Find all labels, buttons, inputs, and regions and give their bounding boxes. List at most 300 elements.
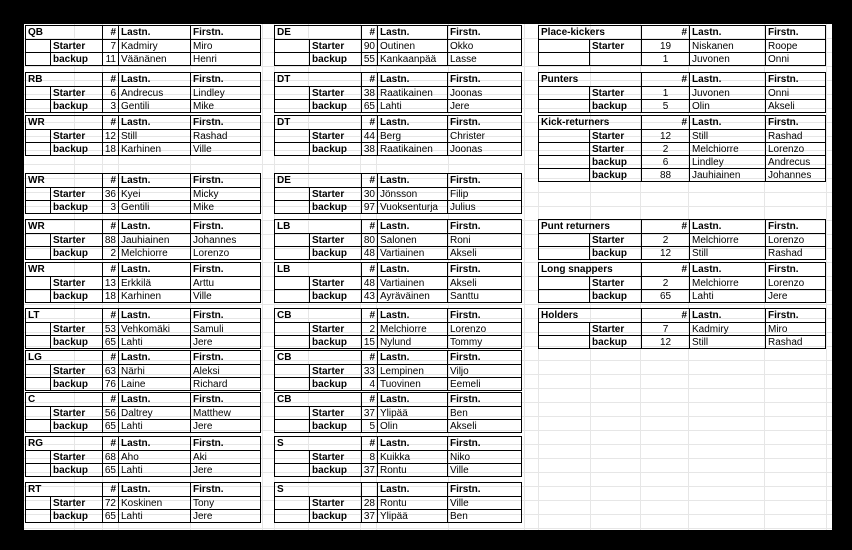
empty-cell[interactable] <box>275 464 309 477</box>
firstname-header[interactable]: Firstn. <box>447 263 523 276</box>
position-label[interactable]: RB <box>28 73 43 85</box>
role-cell[interactable]: Starter <box>309 130 361 143</box>
firstname-header[interactable]: Firstn. <box>447 483 523 496</box>
lastname-cell[interactable]: Still <box>689 336 765 349</box>
firstname-header[interactable]: Firstn. <box>765 73 827 86</box>
role-cell[interactable]: backup <box>589 156 641 169</box>
number-header[interactable]: # <box>641 263 689 276</box>
firstname-cell[interactable]: Lorenzo <box>765 277 827 290</box>
firstname-cell[interactable]: Christer <box>447 130 523 143</box>
jersey-number[interactable]: 56 <box>102 407 118 420</box>
role-cell[interactable]: backup <box>50 420 102 433</box>
firstname-header[interactable]: Firstn. <box>190 73 262 86</box>
firstname-cell[interactable]: Arttu <box>190 277 262 290</box>
lastname-cell[interactable]: Jauhiainen <box>118 234 190 247</box>
lastname-cell[interactable]: Juvonen <box>689 87 765 100</box>
jersey-number[interactable]: 88 <box>102 234 118 247</box>
jersey-number[interactable]: 2 <box>641 277 689 290</box>
lastname-cell[interactable]: Erkkilä <box>118 277 190 290</box>
firstname-cell[interactable]: Lorenzo <box>765 234 827 247</box>
firstname-cell[interactable]: Johannes <box>765 169 827 182</box>
lastname-cell[interactable]: Still <box>689 130 765 143</box>
firstname-cell[interactable]: Akseli <box>765 100 827 113</box>
lastname-cell[interactable]: Vuoksenturja <box>377 201 447 214</box>
role-cell[interactable]: backup <box>589 100 641 113</box>
number-header[interactable]: # <box>361 116 377 129</box>
role-cell[interactable]: backup <box>589 290 641 303</box>
lastname-header[interactable]: Lastn. <box>377 174 447 187</box>
firstname-cell[interactable]: Rashad <box>765 247 827 260</box>
jersey-number[interactable]: 65 <box>102 336 118 349</box>
lastname-cell[interactable]: Olin <box>377 420 447 433</box>
lastname-header[interactable]: Lastn. <box>689 263 765 276</box>
firstname-cell[interactable]: Andrecus <box>765 156 827 169</box>
lastname-header[interactable]: Lastn. <box>377 73 447 86</box>
number-header[interactable]: # <box>361 263 377 276</box>
position-label[interactable]: WR <box>28 263 45 275</box>
firstname-cell[interactable]: Ville <box>190 290 262 303</box>
role-cell[interactable]: Starter <box>50 40 102 53</box>
firstname-header[interactable]: Firstn. <box>447 220 523 233</box>
lastname-header[interactable]: Lastn. <box>689 26 765 39</box>
empty-cell[interactable] <box>26 464 50 477</box>
firstname-header[interactable]: Firstn. <box>447 73 523 86</box>
role-cell[interactable]: backup <box>50 510 102 523</box>
jersey-number[interactable]: 55 <box>361 53 377 66</box>
firstname-cell[interactable]: Lorenzo <box>765 143 827 156</box>
lastname-cell[interactable]: Melchiorre <box>377 323 447 336</box>
number-header[interactable]: # <box>102 393 118 406</box>
firstname-header[interactable]: Firstn. <box>190 220 262 233</box>
role-cell[interactable]: Starter <box>50 451 102 464</box>
position-label[interactable]: CB <box>277 393 292 405</box>
jersey-number[interactable]: 6 <box>102 87 118 100</box>
firstname-cell[interactable]: Jere <box>190 510 262 523</box>
number-header[interactable]: # <box>361 26 377 39</box>
role-cell[interactable]: Starter <box>50 277 102 290</box>
lastname-cell[interactable]: Outinen <box>377 40 447 53</box>
role-cell[interactable]: Starter <box>309 365 361 378</box>
firstname-cell[interactable]: Eemeli <box>447 378 523 391</box>
jersey-number[interactable]: 4 <box>361 378 377 391</box>
firstname-header[interactable]: Firstn. <box>190 116 262 129</box>
jersey-number[interactable]: 19 <box>641 40 689 53</box>
jersey-number[interactable]: 65 <box>641 290 689 303</box>
lastname-cell[interactable]: Salonen <box>377 234 447 247</box>
lastname-cell[interactable]: Lahti <box>118 336 190 349</box>
jersey-number[interactable]: 28 <box>361 497 377 510</box>
jersey-number[interactable]: 65 <box>102 464 118 477</box>
lastname-header[interactable]: Lastn. <box>118 116 190 129</box>
role-cell[interactable]: backup <box>589 247 641 260</box>
role-cell[interactable]: backup <box>50 53 102 66</box>
lastname-cell[interactable]: Tuovinen <box>377 378 447 391</box>
firstname-header[interactable]: Firstn. <box>765 220 827 233</box>
jersey-number[interactable]: 2 <box>361 323 377 336</box>
role-cell[interactable]: Starter <box>309 188 361 201</box>
empty-cell[interactable] <box>275 420 309 433</box>
empty-cell[interactable] <box>275 53 309 66</box>
firstname-cell[interactable]: Lindley <box>190 87 262 100</box>
number-header[interactable]: # <box>361 220 377 233</box>
role-cell[interactable]: Starter <box>50 407 102 420</box>
firstname-cell[interactable]: Johannes <box>190 234 262 247</box>
jersey-number[interactable]: 76 <box>102 378 118 391</box>
firstname-cell[interactable]: Jere <box>190 420 262 433</box>
firstname-header[interactable]: Firstn. <box>765 116 827 129</box>
firstname-header[interactable]: Firstn. <box>765 309 827 322</box>
role-cell[interactable]: Starter <box>309 234 361 247</box>
role-cell[interactable]: backup <box>50 336 102 349</box>
lastname-cell[interactable]: Melchiorre <box>689 143 765 156</box>
firstname-cell[interactable]: Joonas <box>447 87 523 100</box>
empty-cell[interactable] <box>275 510 309 523</box>
number-header[interactable]: # <box>102 309 118 322</box>
lastname-cell[interactable]: Kankaanpää <box>377 53 447 66</box>
jersey-number[interactable]: 68 <box>102 451 118 464</box>
empty-cell[interactable] <box>275 336 309 349</box>
jersey-number[interactable]: 80 <box>361 234 377 247</box>
role-cell[interactable]: backup <box>309 378 361 391</box>
role-cell[interactable]: backup <box>309 336 361 349</box>
empty-cell[interactable] <box>539 336 589 349</box>
firstname-cell[interactable]: Onni <box>765 87 827 100</box>
empty-cell[interactable] <box>275 201 309 214</box>
role-cell[interactable]: Starter <box>50 130 102 143</box>
jersey-number[interactable]: 72 <box>102 497 118 510</box>
jersey-number[interactable]: 12 <box>641 130 689 143</box>
position-label[interactable]: LB <box>277 263 291 275</box>
lastname-cell[interactable]: Ylipää <box>377 407 447 420</box>
firstname-cell[interactable]: Tony <box>190 497 262 510</box>
empty-cell[interactable] <box>26 378 50 391</box>
firstname-cell[interactable]: Jere <box>447 100 523 113</box>
jersey-number[interactable]: 1 <box>641 53 689 66</box>
firstname-header[interactable]: Firstn. <box>190 263 262 276</box>
firstname-cell[interactable]: Roope <box>765 40 827 53</box>
number-header[interactable]: # <box>361 309 377 322</box>
lastname-cell[interactable]: Still <box>118 130 190 143</box>
role-cell[interactable]: backup <box>50 290 102 303</box>
position-label[interactable]: DE <box>277 26 291 38</box>
role-cell[interactable]: backup <box>50 201 102 214</box>
lastname-cell[interactable]: Andrecus <box>118 87 190 100</box>
firstname-cell[interactable]: Jere <box>765 290 827 303</box>
jersey-number[interactable]: 7 <box>102 40 118 53</box>
lastname-cell[interactable]: Karhinen <box>118 290 190 303</box>
firstname-header[interactable]: Firstn. <box>190 351 262 364</box>
firstname-cell[interactable]: Rashad <box>765 130 827 143</box>
firstname-cell[interactable]: Henri <box>190 53 262 66</box>
number-header[interactable]: # <box>361 393 377 406</box>
firstname-cell[interactable]: Joonas <box>447 143 523 156</box>
jersey-number[interactable]: 88 <box>641 169 689 182</box>
firstname-cell[interactable]: Samuli <box>190 323 262 336</box>
firstname-cell[interactable]: Onni <box>765 53 827 66</box>
firstname-cell[interactable]: Mike <box>190 100 262 113</box>
lastname-header[interactable]: Lastn. <box>377 26 447 39</box>
firstname-cell[interactable]: Ben <box>447 510 523 523</box>
lastname-header[interactable]: Lastn. <box>377 116 447 129</box>
lastname-header[interactable]: Lastn. <box>118 483 190 496</box>
jersey-number[interactable]: 43 <box>361 290 377 303</box>
position-label[interactable]: LG <box>28 351 42 363</box>
position-label[interactable]: DE <box>277 174 291 186</box>
number-header[interactable]: # <box>361 351 377 364</box>
jersey-number[interactable]: 1 <box>641 87 689 100</box>
position-label[interactable]: WR <box>28 174 45 186</box>
role-cell[interactable]: backup <box>309 100 361 113</box>
lastname-header[interactable]: Lastn. <box>118 174 190 187</box>
lastname-header[interactable]: Lastn. <box>118 26 190 39</box>
lastname-header[interactable]: Lastn. <box>118 351 190 364</box>
jersey-number[interactable]: 18 <box>102 143 118 156</box>
empty-cell[interactable] <box>26 510 50 523</box>
number-header[interactable]: # <box>102 26 118 39</box>
jersey-number[interactable]: 37 <box>361 407 377 420</box>
role-cell[interactable]: Starter <box>50 234 102 247</box>
lastname-header[interactable]: Lastn. <box>377 263 447 276</box>
lastname-cell[interactable]: Aho <box>118 451 190 464</box>
role-cell[interactable]: Starter <box>50 365 102 378</box>
firstname-header[interactable]: Firstn. <box>190 483 262 496</box>
position-label[interactable]: LT <box>28 309 40 321</box>
role-cell[interactable]: Starter <box>309 87 361 100</box>
jersey-number[interactable]: 65 <box>361 100 377 113</box>
position-label[interactable]: Long snappers <box>541 263 613 275</box>
position-label[interactable]: WR <box>28 220 45 232</box>
firstname-header[interactable]: Firstn. <box>190 437 262 450</box>
lastname-header[interactable]: Lastn. <box>118 73 190 86</box>
lastname-header[interactable]: Lastn. <box>118 263 190 276</box>
lastname-cell[interactable]: Jönsson <box>377 188 447 201</box>
number-header[interactable]: # <box>102 73 118 86</box>
position-label[interactable]: Place-kickers <box>541 26 605 38</box>
number-header[interactable]: # <box>641 116 689 129</box>
firstname-header[interactable]: Firstn. <box>447 351 523 364</box>
role-cell[interactable]: backup <box>50 143 102 156</box>
jersey-number[interactable]: 63 <box>102 365 118 378</box>
jersey-number[interactable]: 2 <box>641 143 689 156</box>
number-header[interactable]: # <box>641 26 689 39</box>
position-label[interactable]: DT <box>277 116 291 128</box>
firstname-header[interactable]: Firstn. <box>190 309 262 322</box>
empty-cell[interactable] <box>26 100 50 113</box>
lastname-cell[interactable]: Koskinen <box>118 497 190 510</box>
position-label[interactable]: RT <box>28 483 42 495</box>
lastname-cell[interactable]: Laine <box>118 378 190 391</box>
lastname-cell[interactable]: Rontu <box>377 497 447 510</box>
role-cell[interactable]: Starter <box>309 407 361 420</box>
role-cell[interactable]: Starter <box>309 497 361 510</box>
jersey-number[interactable]: 7 <box>641 323 689 336</box>
jersey-number[interactable]: 5 <box>641 100 689 113</box>
empty-cell[interactable] <box>275 247 309 260</box>
role-cell[interactable]: backup <box>309 510 361 523</box>
firstname-cell[interactable]: Lorenzo <box>190 247 262 260</box>
firstname-cell[interactable]: Ville <box>447 464 523 477</box>
empty-cell[interactable] <box>275 100 309 113</box>
firstname-cell[interactable]: Akseli <box>447 420 523 433</box>
jersey-number[interactable]: 12 <box>102 130 118 143</box>
firstname-cell[interactable]: Tommy <box>447 336 523 349</box>
lastname-cell[interactable]: Berg <box>377 130 447 143</box>
firstname-header[interactable]: Firstn. <box>447 393 523 406</box>
number-header[interactable]: # <box>361 437 377 450</box>
firstname-header[interactable]: Firstn. <box>190 393 262 406</box>
role-cell[interactable]: Starter <box>309 323 361 336</box>
role-cell[interactable]: backup <box>309 53 361 66</box>
firstname-cell[interactable]: Aleksi <box>190 365 262 378</box>
lastname-cell[interactable]: Närhi <box>118 365 190 378</box>
role-cell[interactable]: Starter <box>50 87 102 100</box>
jersey-number[interactable]: 97 <box>361 201 377 214</box>
jersey-number[interactable]: 13 <box>102 277 118 290</box>
firstname-header[interactable]: Firstn. <box>447 309 523 322</box>
position-label[interactable]: DT <box>277 73 291 85</box>
jersey-number[interactable]: 3 <box>102 201 118 214</box>
number-header[interactable] <box>361 483 377 496</box>
empty-cell[interactable] <box>275 378 309 391</box>
role-cell[interactable]: backup <box>50 247 102 260</box>
position-label[interactable]: Punters <box>541 73 579 85</box>
position-label[interactable]: S <box>277 483 284 495</box>
jersey-number[interactable]: 36 <box>102 188 118 201</box>
lastname-cell[interactable]: Raatikainen <box>377 143 447 156</box>
role-cell[interactable]: backup <box>589 169 641 182</box>
firstname-cell[interactable]: Akseli <box>447 277 523 290</box>
position-label[interactable]: S <box>277 437 284 449</box>
empty-cell[interactable] <box>26 201 50 214</box>
lastname-header[interactable]: Lastn. <box>118 309 190 322</box>
position-label[interactable]: RG <box>28 437 43 449</box>
empty-cell[interactable] <box>539 169 589 182</box>
firstname-cell[interactable]: Jere <box>190 464 262 477</box>
lastname-cell[interactable]: Gentili <box>118 201 190 214</box>
lastname-header[interactable]: Lastn. <box>377 220 447 233</box>
firstname-header[interactable]: Firstn. <box>447 26 523 39</box>
spreadsheet-sheet[interactable] <box>24 24 832 530</box>
role-cell[interactable]: backup <box>50 378 102 391</box>
lastname-cell[interactable]: Ylipää <box>377 510 447 523</box>
role-cell[interactable]: backup <box>309 201 361 214</box>
lastname-cell[interactable]: Kyei <box>118 188 190 201</box>
number-header[interactable]: # <box>102 263 118 276</box>
position-label[interactable]: Holders <box>541 309 579 321</box>
role-cell[interactable]: backup <box>589 336 641 349</box>
firstname-cell[interactable]: Niko <box>447 451 523 464</box>
position-label[interactable]: C <box>28 393 36 405</box>
role-cell[interactable]: Starter <box>589 234 641 247</box>
jersey-number[interactable]: 2 <box>641 234 689 247</box>
firstname-cell[interactable]: Ben <box>447 407 523 420</box>
number-header[interactable]: # <box>102 220 118 233</box>
number-header[interactable]: # <box>641 309 689 322</box>
lastname-cell[interactable]: Vartiainen <box>377 277 447 290</box>
lastname-header[interactable]: Lastn. <box>377 393 447 406</box>
lastname-cell[interactable]: Lahti <box>377 100 447 113</box>
role-cell[interactable]: backup <box>309 464 361 477</box>
firstname-cell[interactable]: Filip <box>447 188 523 201</box>
jersey-number[interactable]: 48 <box>361 277 377 290</box>
lastname-cell[interactable]: Vehkomäki <box>118 323 190 336</box>
empty-cell[interactable] <box>26 143 50 156</box>
position-label[interactable]: Punt returners <box>541 220 610 232</box>
empty-cell[interactable] <box>26 247 50 260</box>
role-cell[interactable]: Starter <box>589 323 641 336</box>
firstname-cell[interactable]: Okko <box>447 40 523 53</box>
firstname-cell[interactable]: Matthew <box>190 407 262 420</box>
firstname-header[interactable]: Firstn. <box>447 116 523 129</box>
jersey-number[interactable]: 2 <box>102 247 118 260</box>
lastname-cell[interactable]: Melchiorre <box>689 234 765 247</box>
role-cell[interactable]: Starter <box>309 277 361 290</box>
jersey-number[interactable]: 33 <box>361 365 377 378</box>
number-header[interactable]: # <box>102 351 118 364</box>
role-cell[interactable] <box>589 53 641 66</box>
role-cell[interactable]: backup <box>50 100 102 113</box>
firstname-cell[interactable]: Ville <box>447 497 523 510</box>
jersey-number[interactable]: 44 <box>361 130 377 143</box>
role-cell[interactable]: backup <box>309 143 361 156</box>
empty-cell[interactable] <box>539 100 589 113</box>
lastname-cell[interactable]: Lahti <box>118 420 190 433</box>
position-label[interactable]: WR <box>28 116 45 128</box>
lastname-cell[interactable]: Gentili <box>118 100 190 113</box>
firstname-cell[interactable]: Miro <box>765 323 827 336</box>
number-header[interactable]: # <box>641 220 689 233</box>
lastname-cell[interactable]: Niskanen <box>689 40 765 53</box>
firstname-cell[interactable]: Santtu <box>447 290 523 303</box>
role-cell[interactable]: backup <box>309 247 361 260</box>
role-cell[interactable]: backup <box>50 464 102 477</box>
jersey-number[interactable]: 5 <box>361 420 377 433</box>
number-header[interactable]: # <box>361 73 377 86</box>
empty-cell[interactable] <box>275 143 309 156</box>
lastname-header[interactable]: Lastn. <box>377 483 447 496</box>
jersey-number[interactable]: 18 <box>102 290 118 303</box>
lastname-cell[interactable]: Juvonen <box>689 53 765 66</box>
firstname-cell[interactable]: Jere <box>190 336 262 349</box>
lastname-header[interactable]: Lastn. <box>689 116 765 129</box>
firstname-header[interactable]: Firstn. <box>447 437 523 450</box>
role-cell[interactable]: Starter <box>50 188 102 201</box>
position-label[interactable]: QB <box>28 26 43 38</box>
firstname-cell[interactable]: Viljo <box>447 365 523 378</box>
lastname-header[interactable]: Lastn. <box>689 309 765 322</box>
empty-cell[interactable] <box>26 290 50 303</box>
firstname-cell[interactable]: Rashad <box>765 336 827 349</box>
lastname-cell[interactable]: Lahti <box>118 464 190 477</box>
jersey-number[interactable]: 48 <box>361 247 377 260</box>
position-label[interactable]: CB <box>277 351 292 363</box>
firstname-cell[interactable]: Aki <box>190 451 262 464</box>
role-cell[interactable]: Starter <box>50 497 102 510</box>
role-cell[interactable]: Starter <box>589 277 641 290</box>
jersey-number[interactable]: 12 <box>641 336 689 349</box>
role-cell[interactable]: Starter <box>589 40 641 53</box>
position-label[interactable]: LB <box>277 220 291 232</box>
firstname-cell[interactable]: Micky <box>190 188 262 201</box>
lastname-header[interactable]: Lastn. <box>377 437 447 450</box>
firstname-cell[interactable]: Mike <box>190 201 262 214</box>
position-label[interactable]: CB <box>277 309 292 321</box>
jersey-number[interactable]: 6 <box>641 156 689 169</box>
jersey-number[interactable]: 38 <box>361 143 377 156</box>
lastname-cell[interactable]: Rontu <box>377 464 447 477</box>
role-cell[interactable]: Starter <box>589 143 641 156</box>
empty-cell[interactable] <box>26 336 50 349</box>
